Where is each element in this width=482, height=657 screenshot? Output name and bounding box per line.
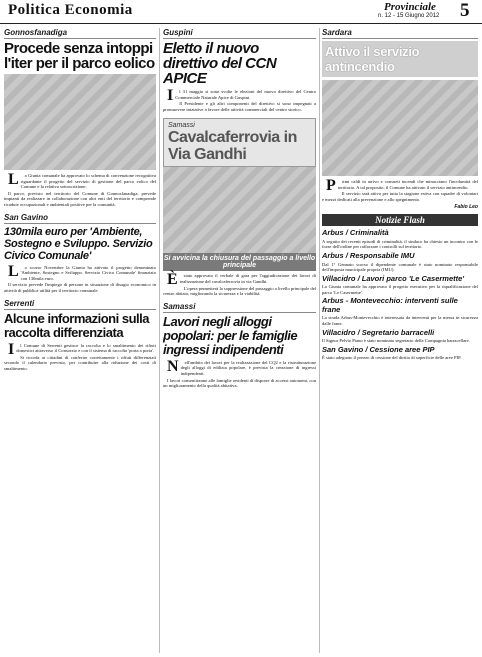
article-kicker: Serrenti (4, 299, 156, 310)
article-body: La Giunta comunale ha approvato lo schema di convenzione recognitiva riguardante il progetto del servizio di gestione del parco eolico del Comune e la relativa sottoscrizione. Il parco, previsto nel territorio del Comune di Gonnosfanadiga, prevede impianti da realizzare in collaborazione con altri enti del territorio e comprende ricadute occupazionali e ambientali positive per la comunità. (4, 171, 156, 207)
news-item-title: Villacidro / Segretario barracelli (322, 327, 435, 337)
news-item (322, 275, 478, 296)
column-left (4, 28, 156, 657)
column-divider (319, 28, 320, 653)
article-author: Fabio Leo (454, 204, 478, 211)
column-divider (159, 28, 160, 653)
page-number: 5 (460, 0, 470, 21)
article-kicker: Gonnosfanadiga (4, 28, 156, 39)
news-item-body: Dal 1° Gennaio scorso il dipendente comunale è stato nominato responsabile dell'imposta municipale propria (IMU). (322, 261, 478, 273)
article-body: Primi caldi in arrivo e consueti incendi che minacciano l'incolumità del territorio. A tal proposito, il Comune ha attivato il servizio antincendio. Il servizio sarà attivo per tutta la stagione estiva con squadre di volontari e mezzi dedicati alla prevenzione e allo spegnimento. (322, 177, 478, 202)
news-item-body: La Giunta comunale ha approvato il progetto esecutivo per la riqualificazione del parco 'Le Casermette'. (322, 284, 478, 295)
article-headline: 130mila euro per 'Ambiente, Sostegno e Sviluppo. Servizio Civico Comunale' (4, 225, 153, 262)
article-kicker: Guspini (163, 28, 316, 39)
article-kicker: Sardara (322, 28, 478, 39)
news-item-body: A seguito dei recenti episodi di criminalità, il sindaco ha chiesto un incontro con le forze dell'ordine per rafforzare i controlli sul territorio. (322, 238, 478, 250)
news-item-title: Arbus / Responsabile IMU (322, 251, 415, 261)
banner-kicker: Samassi (168, 122, 195, 130)
article-body: Nell'ambito dei lavori per la realizzazione del CQ2 e la ristrutturazione degli alloggi di edilizia popolare, è prevista la creazione di ingressi indipendenti. I lavori consentiranno alle famiglie residenti di disporre di accessi autonomi, con un miglioramento della qualità abitativa. (163, 357, 316, 389)
article-body: Il 31 maggio si sono svolte le elezioni del nuovo direttivo del Centro Commerciale Naturale Apice di Guspini. Il Presidente e gli altri componenti del direttivo si sono impegnati a promuovere iniziative a favore delle attività commerciali del centro storico. (163, 87, 316, 112)
column-right (322, 28, 478, 657)
news-item-title: San Gavino / Cessione aree PIP (322, 344, 435, 354)
article-body: Èstato approvato il verbale di gara per l'aggiudicazione dei lavori di realizzazione del cavalcaferrovia in via Gandhi. L'opera permetterà la soppressione del passaggio a livello principale del centro abitato, migliorando la sicurezza e la viabilità. (163, 271, 316, 297)
article-body: Lo scorso Novembre la Giunta ha attivato il progetto denominato 'Ambiente, Sostegno e Sviluppo. Servizio Civico Comunale' finanziato con 130mila euro. Il servizio prevede l'impiego di persone in situazione di disagio economico in attività di pubblica utilità per il territorio comunale. (4, 262, 156, 293)
article-body: Il Comune di Serrenti gestisce la raccolta e lo smaltimento dei rifiuti domestici attraverso il Consorzio e con il sistema di raccolta 'porta a porta'. Si ricorda ai cittadini di conferire correttamente i rifiuti differenziati secondo il calendario previsto, per contribuire alla riduzione dei costi di smaltimento. (4, 340, 156, 371)
article-subtitle: Si avvicina la chiusura del passaggio a livello principale (163, 255, 316, 270)
article-headline: Eletto il nuovo direttivo del CCN APICE (163, 40, 277, 87)
news-item (322, 346, 478, 361)
news-item-body: È stato adeguato il prezzo di cessione del diritto di superficie delle aree PIP. (322, 355, 462, 361)
article-headline: Attivo il servizio antincendio (322, 41, 478, 77)
column-middle (163, 28, 316, 657)
news-item-body: La strada Arbus-Montevecchio è interessata da interventi per la messa in sicurezza dalle frane. (322, 315, 478, 327)
wind-farm-photo (4, 74, 156, 170)
section-title: Politica Economia (8, 2, 133, 18)
news-item-title: Villacidro / Lavori parco 'Le Casermette' (322, 273, 465, 283)
article-kicker: San Gavino (4, 213, 156, 224)
fire-service-photo (322, 80, 478, 176)
news-item (322, 252, 478, 273)
news-item-title: Arbus / Criminalità (322, 228, 389, 238)
feature-banner (163, 118, 316, 167)
newspaper-logo: Provinciale (384, 1, 436, 13)
article-headline: Lavori negli alloggi popolari: per le famiglie ingressi indipendenti (163, 313, 298, 357)
news-item (322, 297, 478, 326)
news-item-body: Il Signor Pelvio Piano è stato nominato segretario della Compagnia barracellare. (322, 338, 470, 344)
article-headline: Alcune informazioni sulla raccolta differenziata (4, 310, 149, 340)
issue-info: n. 12 - 15 Giugno 2012 (378, 13, 440, 19)
news-item (322, 229, 478, 250)
article-kicker: Samassi (163, 302, 316, 313)
banner-headline: Cavalcaferrovia in Via Gandhi (168, 129, 297, 164)
page-header (0, 0, 482, 24)
news-item-title: Arbus - Montevecchio: interventi sulle frane (322, 296, 458, 314)
news-flash-list (322, 229, 478, 360)
news-item (322, 329, 478, 344)
news-flash-banner: Notizie Flash (322, 214, 478, 226)
railway-photo (163, 167, 316, 253)
article-headline: Procede senza intoppi l'iter per il parco eolico (4, 40, 155, 72)
